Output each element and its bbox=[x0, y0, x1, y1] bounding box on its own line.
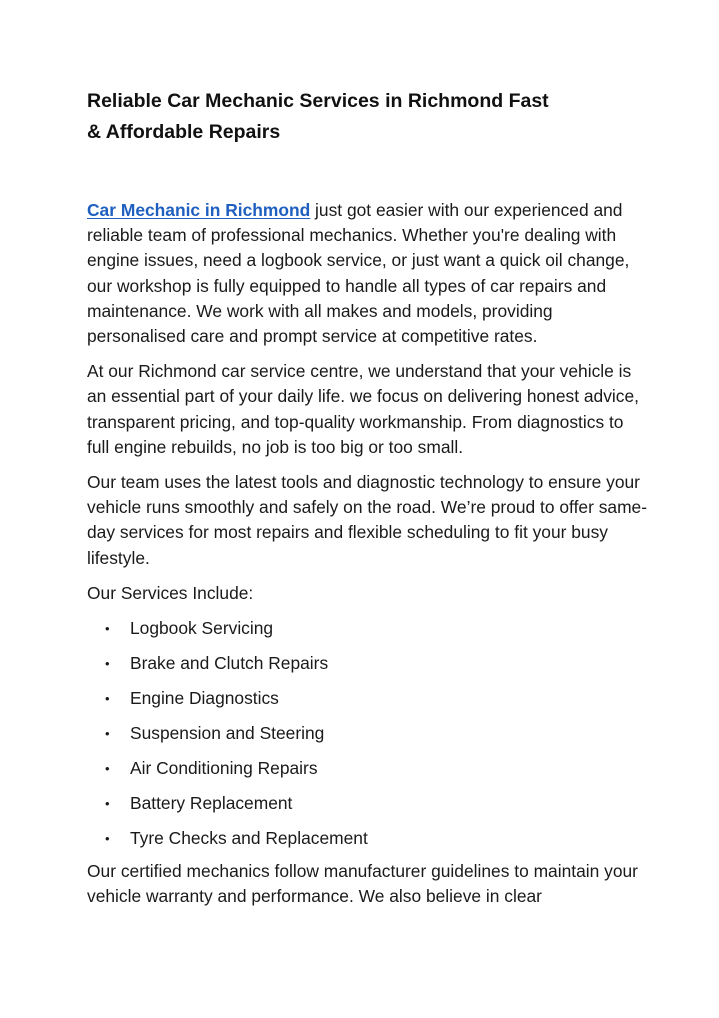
bullet-icon: • bbox=[105, 656, 110, 672]
bullet-icon: • bbox=[105, 691, 110, 707]
list-item: • Tyre Checks and Replacement bbox=[87, 826, 647, 851]
paragraph-3: Our team uses the latest tools and diagnostic technology to ensure your vehicle runs smoothly and safely on the road. We’re proud to offer same-day services for most repairs and flexible scheduling to fit your busy lifestyle. bbox=[87, 472, 648, 568]
document-page bbox=[87, 86, 647, 919]
bullet-icon: • bbox=[105, 726, 110, 742]
list-item: • Battery Replacement bbox=[87, 791, 647, 816]
list-item: • Brake and Clutch Repairs bbox=[87, 651, 647, 676]
intro-text: just got easier with our experienced and reliable team of professional mechanics. Whether you're dealing with engine issues, need a logbook service, or just want a quick oil change, our workshop is fully equipped to handle all types of car repairs and maintenance. We work with all makes and models, providing personalised care and prompt service at competitive rates. bbox=[87, 200, 630, 347]
list-item: • Logbook Servicing bbox=[87, 616, 647, 641]
bullet-icon: • bbox=[105, 831, 110, 847]
list-item: • Suspension and Steering bbox=[87, 721, 647, 746]
bullet-icon: • bbox=[105, 621, 110, 637]
intro-paragraph bbox=[87, 198, 647, 349]
services-list bbox=[87, 616, 647, 851]
services-heading: Our Services Include: bbox=[87, 582, 254, 603]
bullet-icon: • bbox=[105, 761, 110, 777]
bullet-icon: • bbox=[105, 796, 110, 812]
paragraph-2: At our Richmond car service centre, we understand that your vehicle is an essential part of your daily life. we focus on delivering honest advice, transparent pricing, and top-quality workmanship. From diagnostics to full engine rebuilds, no job is too big or too small. bbox=[87, 361, 639, 457]
car-mechanic-richmond-link[interactable]: Car Mechanic in Richmond bbox=[87, 200, 311, 220]
list-item: • Engine Diagnostics bbox=[87, 686, 647, 711]
closing-paragraph: Our certified mechanics follow manufacturer guidelines to maintain your vehicle warranty and performance. We also believe in clear bbox=[87, 861, 638, 907]
list-item: • Air Conditioning Repairs bbox=[87, 756, 647, 781]
page-title: Reliable Car Mechanic Services in Richmond Fast & Affordable Repairs bbox=[87, 90, 549, 143]
document-body bbox=[87, 198, 647, 909]
